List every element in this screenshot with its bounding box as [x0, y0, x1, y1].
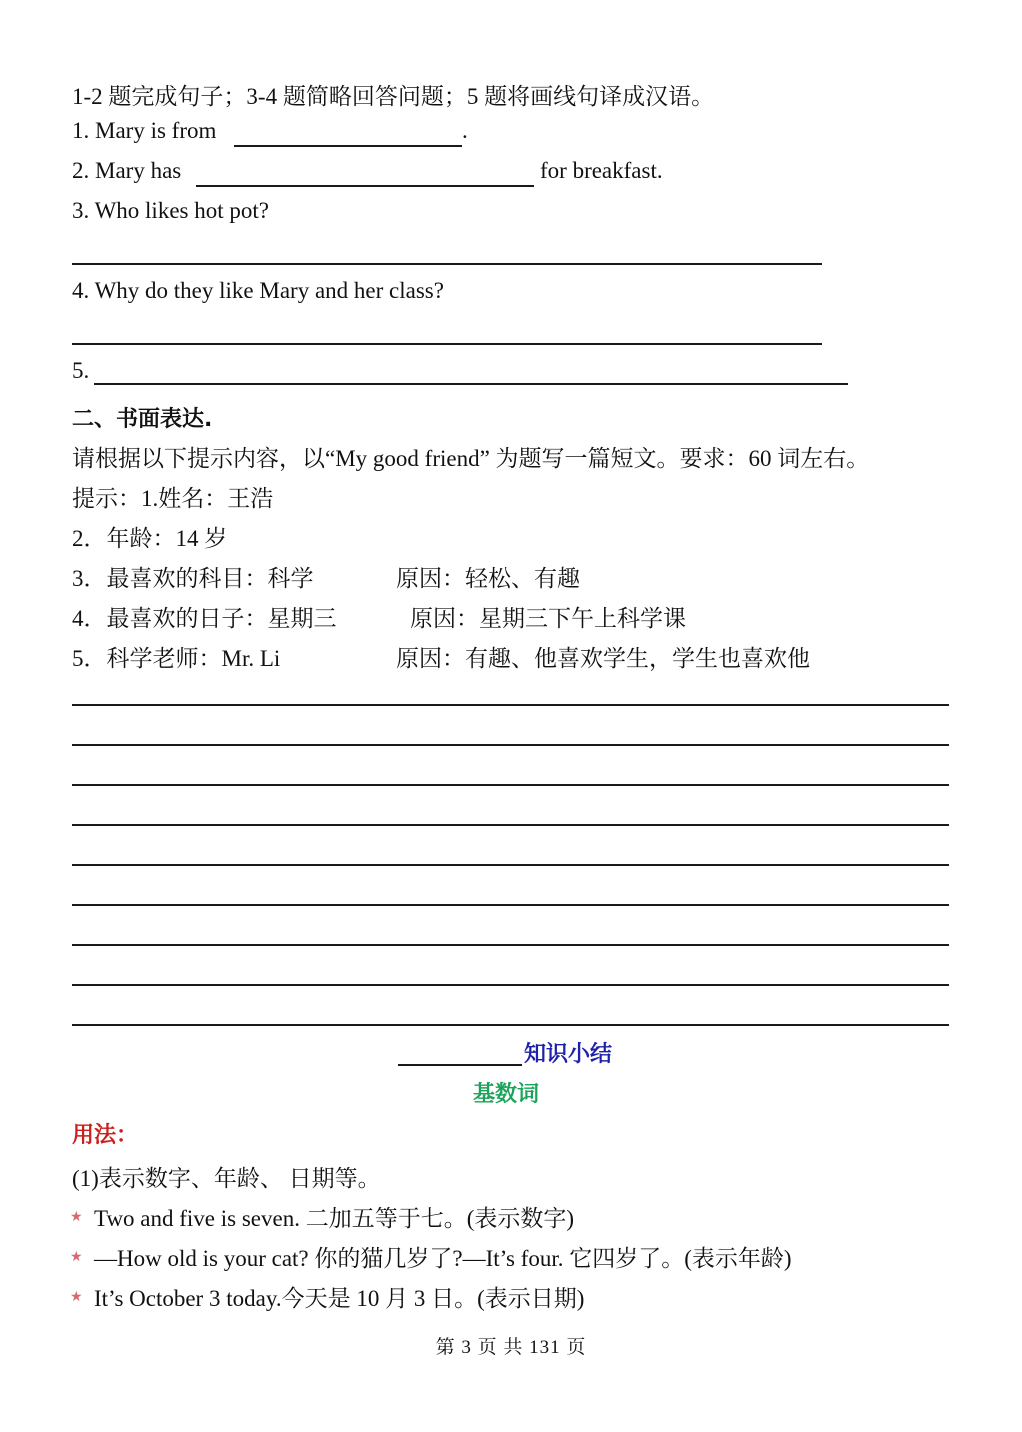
question-5: 5.: [72, 358, 90, 383]
usage-point-1: (1)表示数字、年龄、 日期等。: [72, 1166, 381, 1191]
writing-prompt: 请根据以下提示内容，以“My good friend” 为题写一篇短文。要求：60 词左右。: [72, 446, 870, 471]
question-1-end: .: [462, 118, 468, 143]
example-2: —How old is your cat? 你的猫几岁了?—It’s four. 它四岁了。(表示年龄): [94, 1246, 792, 1271]
hint-1: 提示：1.姓名：王浩: [72, 486, 274, 511]
hint-5-reason: 原因：有趣、他喜欢学生，学生也喜欢他: [396, 646, 810, 671]
instructions: 1-2 题完成句子；3-4 题简略回答问题；5 题将画线句译成汉语。: [72, 84, 715, 109]
answer-line-3[interactable]: [72, 263, 822, 265]
answer-line-5[interactable]: [94, 383, 848, 385]
writing-line[interactable]: [72, 944, 949, 946]
star-icon: ★: [70, 1210, 83, 1225]
question-4: 4. Why do they like Mary and her class?: [72, 278, 444, 303]
hint-3-reason: 原因：轻松、有趣: [396, 566, 580, 591]
page-footer: 第 3 页 共 131 页: [435, 1337, 587, 1358]
hint-4: 4．最喜欢的日子：星期三: [72, 606, 337, 631]
title-underline: [398, 1064, 522, 1066]
answer-line-1[interactable]: [234, 145, 462, 147]
writing-line[interactable]: [72, 984, 949, 986]
writing-line[interactable]: [72, 904, 949, 906]
writing-line[interactable]: [72, 1024, 949, 1026]
writing-line[interactable]: [72, 784, 949, 786]
writing-line[interactable]: [72, 864, 949, 866]
summary-title: 知识小结: [524, 1042, 613, 1067]
question-2: 2. Mary has: [72, 158, 182, 183]
hint-3: 3．最喜欢的科目：科学: [72, 566, 314, 591]
example-1: Two and five is seven. 二加五等于七。(表示数字): [94, 1206, 575, 1231]
hint-2: 2．年龄：14 岁: [72, 526, 228, 551]
example-3: It’s October 3 today.今天是 10 月 3 日。(表示日期): [94, 1286, 585, 1311]
answer-line-4[interactable]: [72, 343, 822, 345]
question-2-end: for breakfast.: [540, 158, 663, 183]
question-3: 3. Who likes hot pot?: [72, 198, 269, 223]
section-title: 二、书面表达.: [72, 407, 213, 432]
star-icon: ★: [70, 1290, 83, 1305]
star-icon: ★: [70, 1250, 83, 1265]
writing-line[interactable]: [72, 824, 949, 826]
hint-4-reason: 原因：星期三下午上科学课: [410, 606, 686, 631]
hint-5: 5．科学老师：Mr. Li: [72, 646, 281, 671]
question-1: 1. Mary is from: [72, 118, 217, 143]
answer-line-2[interactable]: [196, 185, 534, 187]
writing-line[interactable]: [72, 704, 949, 706]
usage-label: 用法：: [72, 1123, 139, 1148]
summary-subtitle: 基数词: [473, 1082, 540, 1107]
writing-line[interactable]: [72, 744, 949, 746]
